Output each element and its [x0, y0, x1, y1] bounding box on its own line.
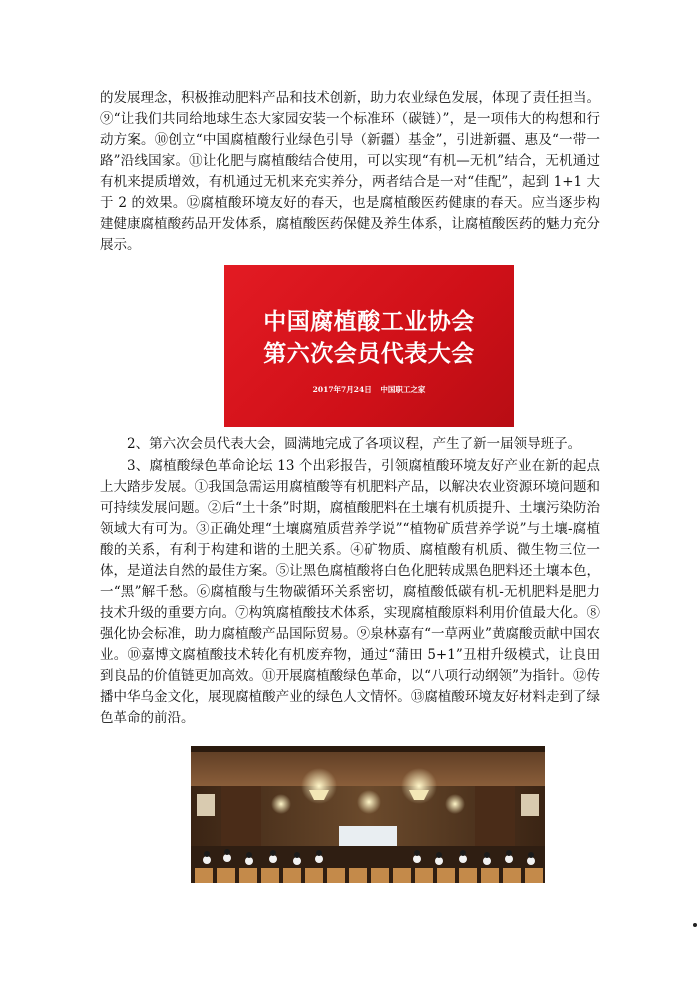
conference-banner: [224, 265, 514, 427]
body-paragraph-2: 2、第六次会员代表大会，圆满地完成了各项议程，产生了新一届领导班子。: [127, 436, 582, 452]
conference-hall-illustration: [191, 746, 545, 883]
banner-title-line-1: 中国腐植酸工业协会: [263, 309, 475, 335]
body-paragraph-1: 的发展理念，积极推动肥料产品和技术创新，助力农业绿色发展，体现了责任担当。⑨“让我们共同给地球生态大家园安装一个标准环（碳链）”，是一项伟大的构想和行动方案。⑩创立“中国腐植酸行业绿色引导（新疆）基金”，引进新疆、惠及“一带一路”沿线国家。⑪让化肥与腐植酸结合使用，可以实现“有机—无机”结合，无机通过有机来提质增效，有机通过无机来充实养分，两者结合是一对“佳配”，起到 1+1 大于 2 的效果。⑫腐植酸环境友好的春天，也是腐植酸医药健康的春天。应当逐步构建健康腐植酸药品开发体系，腐植酸医药保健及养生体系，让腐植酸医药的魅力充分展示。: [100, 90, 600, 253]
page-mark: [693, 923, 697, 927]
conference-hall-photo: [191, 746, 545, 883]
banner-venue: 中国职工之家: [380, 385, 426, 394]
body-paragraph-3: 3、腐植酸绿色革命论坛 13 个出彩报告，引领腐植酸环境友好产业在新的起点上大踏步发展。①我国急需运用腐植酸等有机肥料产品，以解决农业资源环境问题和可持续发展问题。②后“土十条”时期，腐植酸肥料在土壤有机质提升、土壤污染防治领域大有可为。③正确处理“土壤腐殖质营养学说”“植物矿质营养学说”与土壤-腐植酸的关系，有利于构建和谐的土肥关系。④矿物质、腐植酸有机质、微生物三位一体，是道法自然的最佳方案。⑤让黑色腐植酸将白色化肥转成黑色肥料还土壤本色，一“黑”解千愁。⑥腐植酸与生物碳循环关系密切，腐植酸低碳有机-无机肥料是肥力技术升级的重要方向。⑦构筑腐植酸技术体系，实现腐植酸原料利用价值最大化。⑧强化协会标准，助力腐植酸产品国际贸易。⑨泉林嘉有“一草两业”黄腐酸贡献中国农业。⑩嘉博文腐植酸技术转化有机废弃物，通过“蒲田 5+1”丑柑升级模式，让良田到良品的价值链更加高效。⑪开展腐植酸绿色革命，以“八项行动纲领”为指针。⑫传播中华乌金文化，展现腐植酸产业的绿色人文情怀。⑬腐植酸环境友好材料走到了绿色革命的前沿。: [100, 458, 600, 726]
banner-meta: [224, 384, 514, 395]
banner-date: 2017年7月24日: [312, 385, 372, 394]
banner-title-line-2: 第六次会员代表大会: [263, 341, 475, 367]
